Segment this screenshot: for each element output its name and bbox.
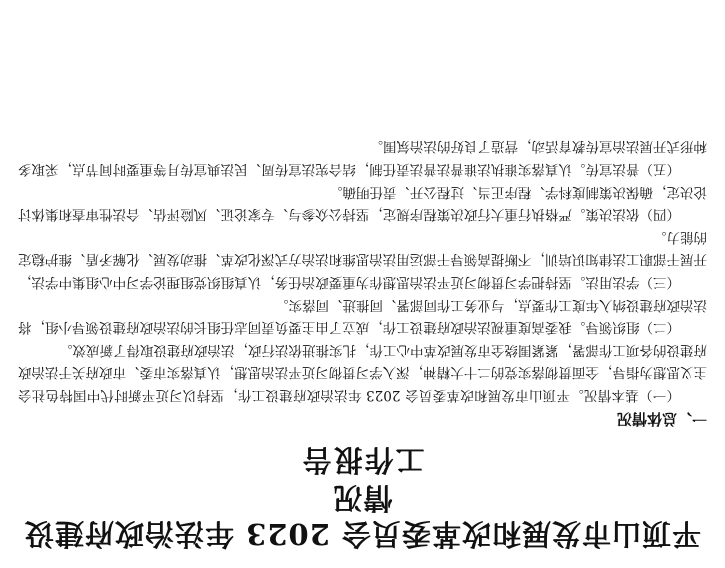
paragraph: （四）依法决策。严格执行重大行政决策程序规定，坚持公众参与、专家论证、风险评估、合法性审查和集体讨论决定，确保决策制度科学、程序正当、过程公开、责任明确。: [18, 183, 707, 223]
document-title: 平顶山市发展和改革委员会 2023 年法治政府建设情况: [24, 481, 701, 551]
section-heading: 一、总体情况: [616, 410, 707, 428]
paragraph: （三）学法用法。坚持把学习贯彻习近平法治思想作为重要政治任务，认真组织党组理论学习中心组集中学法，开展干部职工法律知识培训，不断提高领导干部运用法治思维和法治方式深化改革、推动发展、化解矛盾、维护稳定的能力。: [18, 228, 707, 291]
paragraph: （二）组织领导。我委高度重视法治政府建设工作，成立了由主要负责同志任组长的法治政府建设领导小组，将法治政府建设纳入年度工作要点，与业务工作同部署、同推进、同落实。: [18, 296, 707, 336]
paragraph: （一）基本情况。平顶山市发展和改革委员会 2023 年法治政府建设工作，坚持以习近平新时代中国特色社会主义思想为指导，全面贯彻落实党的二十大精神，深入学习贯彻习近平法治思想，认真落实市委、市政府关于法治政府建设的各项工作部署，紧紧围绕全市发展改革中心工作，扎实推进依法行政，法治政府建设取得了新成效。: [18, 341, 707, 403]
paragraph: （五）普法宣传。认真落实谁执法谁普法普法责任制，结合宪法宣传周、民法典宣传月等重要时间节点，采取多种形式开展法治宣传教育活动，营造了良好的法治氛围。: [18, 138, 707, 178]
document-subtitle: 工作报告: [300, 443, 425, 477]
